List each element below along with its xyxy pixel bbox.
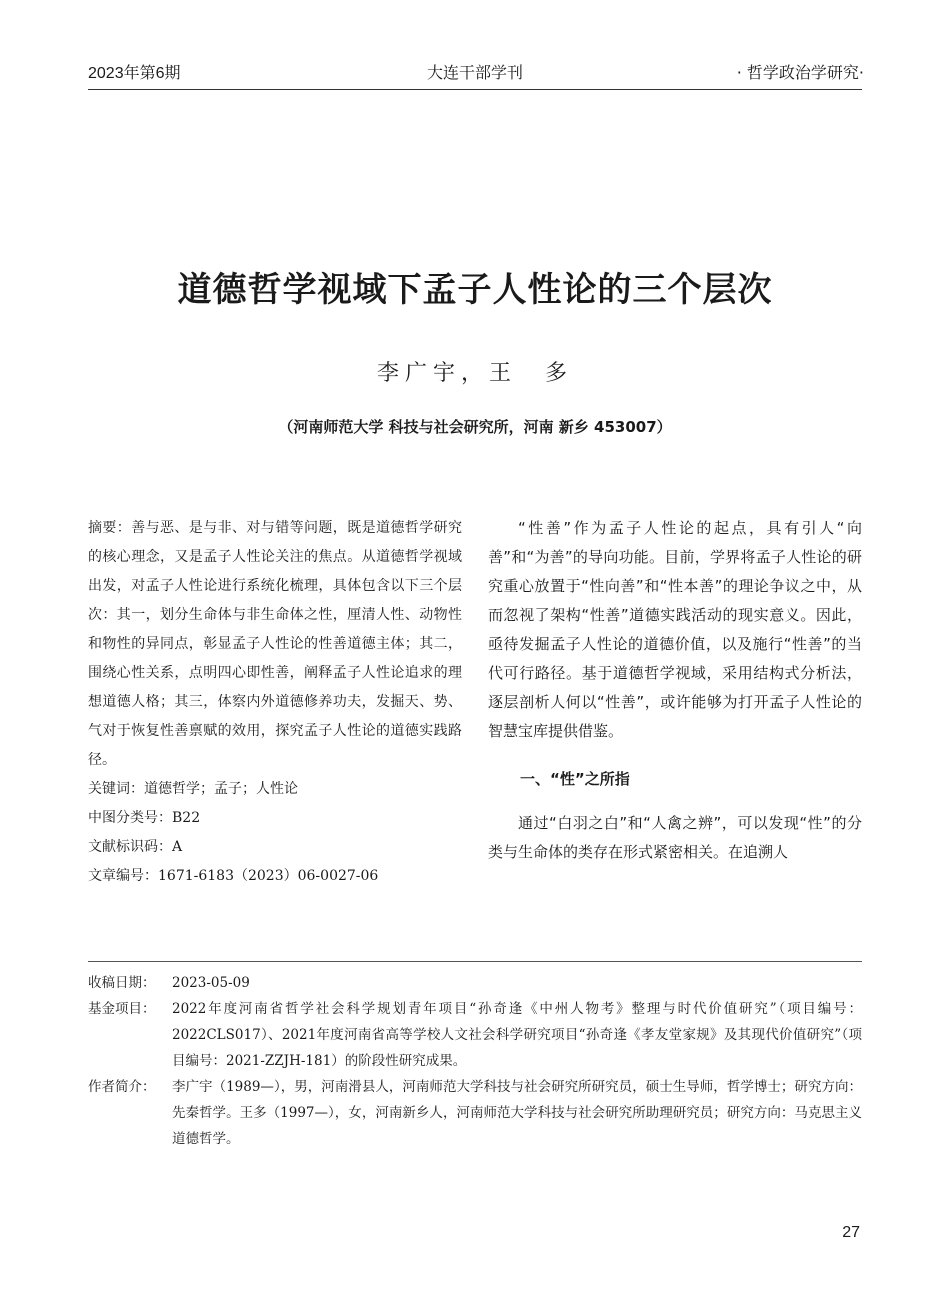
abstract-text: 善与恶、是与非、对与错等问题，既是道德哲学研究的核心理念，又是孟子人性论关注的焦点。从道德哲学视域出发，对孟子人性论进行系统化梳理，具体包含以下三个层次：其一，划分生命体与非生命体之性，厘清人性、动物性和物性的异同点，彰显孟子人性论的性善道德主体；其二，围绕心性关系，点明四心即性善，阐释孟子人性论追求的理想道德人格；其三，体察内外道德修养功夫，发掘天、势、气对于恢复性善禀赋的效用，探究孟子人性论的道德实践路径。 <box>88 520 463 768</box>
right-column <box>488 514 862 867</box>
footnote-label: 基金项目： <box>88 1001 156 1017</box>
footnote-label: 收稿日期： <box>88 975 156 991</box>
keywords <box>88 775 462 804</box>
section-paragraph: 通过“白羽之白”和“人禽之辨”，可以发现“性”的分类与生命体的类存在形式紧密相关。在追溯人 <box>488 814 862 861</box>
journal-section: · 哲学政治学研究· <box>736 63 864 82</box>
abstract <box>88 514 462 775</box>
article-number <box>88 862 462 891</box>
footnote-text: 李广宇（1989—），男，河南滑县人，河南师范大学科技与社会研究所研究员，硕士生导师，哲学博士；研究方向：先秦哲学。王多（1997—），女，河南新乡人，河南师范大学科技与社会研究所助理研究员；研究方向：马克思主义道德哲学。 <box>172 1079 862 1147</box>
article-number-label: 文章编号： <box>88 868 158 884</box>
document-code-label: 文献标识码： <box>88 839 172 855</box>
classification-label: 中图分类号： <box>88 810 172 826</box>
document-code <box>88 833 462 862</box>
keywords-label: 关键词： <box>88 781 144 797</box>
classification <box>88 804 462 833</box>
footnote-authors <box>88 1074 862 1152</box>
document-code-value: A <box>172 839 183 855</box>
footnote-funding <box>88 996 862 1074</box>
abstract-label: 摘要： <box>88 520 132 536</box>
classification-value: B22 <box>172 810 201 826</box>
footnotes <box>88 970 862 1152</box>
article-authors: 李广宇，王 多 <box>376 361 573 386</box>
journal-issue: 2023年第6期 <box>88 65 181 82</box>
footnote-divider <box>88 961 862 962</box>
section-heading: 一、“性”之所指 <box>520 770 630 788</box>
footnote-text: 2023-05-09 <box>172 975 250 991</box>
article-number-value: 1671-6183（2023）06-0027-06 <box>158 868 379 884</box>
author-affiliation: （河南师范大学 科技与社会研究所，河南 新乡 453007） <box>278 418 672 436</box>
page-number: 27 <box>842 1224 860 1241</box>
keywords-value: 道德哲学；孟子；人性论 <box>144 781 298 797</box>
left-column <box>88 514 462 891</box>
journal-name: 大连干部学刊 <box>426 63 523 82</box>
footnote-received <box>88 970 862 996</box>
header-divider <box>88 89 862 90</box>
intro-paragraph: “性善”作为孟子人性论的起点，具有引人“向善”和“为善”的导向功能。目前，学界将孟子人性论的研究重心放置于“性向善”和“性本善”的理论争议之中，从而忽视了架构“性善”道德实践活动的现实意义。因此，亟待发掘孟子人性论的道德价值，以及施行“性善”的当代可行路径。基于道德哲学视域，采用结构式分析法，逐层剖析人何以“性善”，或许能够为打开孟子人性论的智慧宝库提供借鉴。 <box>488 519 862 740</box>
footnote-label: 作者简介： <box>88 1079 156 1095</box>
article-title: 道德哲学视域下孟子人性论的三个层次 <box>177 270 773 310</box>
footnote-text: 2022年度河南省哲学社会科学规划青年项目“孙奇逢《中州人物考》整理与时代价值研究”（项目编号：2022CLS017）、2021年度河南省高等学校人文社会科学研究项目“孙奇逢《孝友堂家规》及其现代价值研究”（项目编号：2021-ZZJH-181）的阶段性研究成果。 <box>172 1001 862 1069</box>
